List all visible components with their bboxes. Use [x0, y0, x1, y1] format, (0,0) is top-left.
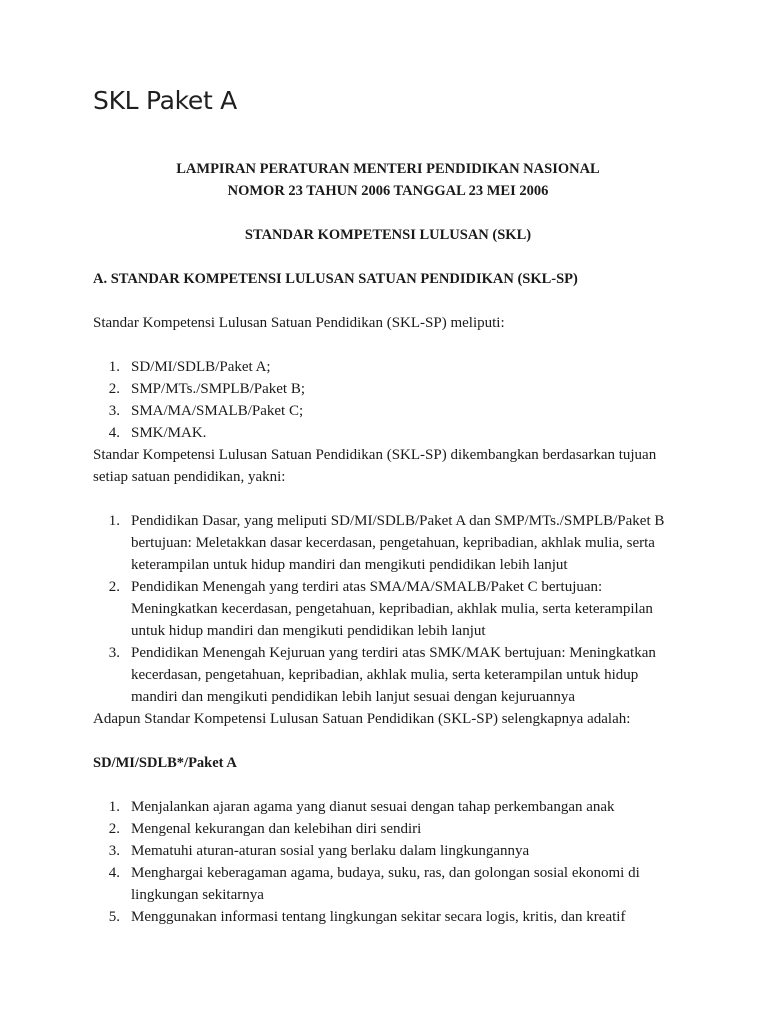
- list-item-text: SMA/MA/SMALB/Paket C;: [131, 403, 304, 419]
- document-body: [93, 158, 683, 928]
- list-item: [93, 378, 683, 400]
- regulation-header-line-1: LAMPIRAN PERATURAN MENTERI PENDIDIKAN NASIONAL: [176, 161, 600, 177]
- list-number: 5.: [108, 909, 120, 925]
- list-item-text: Pendidikan Dasar, yang meliputi SD/MI/SDLB/Paket A dan SMP/MTs./SMPLB/Paket B bertujuan: Meletakkan dasar kecerdasan, pengetahuan, kepribadian, akhlak mulia, serta keterampilan untuk hidup mandiri dan mengikuti pendidikan lebih lanjut: [131, 513, 665, 573]
- main-heading: STANDAR KOMPETENSI LULUSAN (SKL): [244, 227, 532, 243]
- list-item-text: Menghargai keberagaman agama, budaya, suku, ras, dan golongan sosial ekonomi di lingkungan sekitarnya: [131, 865, 640, 903]
- list-item-text: Mematuhi aturan-aturan sosial yang berlaku dalam lingkungannya: [131, 843, 530, 859]
- list-item: [93, 510, 683, 576]
- sd-section-heading: SD/MI/SDLB*/Paket A: [93, 755, 237, 771]
- list-item-text: SMP/MTs./SMPLB/Paket B;: [131, 381, 306, 397]
- units-list: [93, 356, 683, 444]
- list-number: 4.: [108, 865, 120, 881]
- list-number: 4.: [108, 425, 120, 441]
- list-number: 1.: [108, 799, 120, 815]
- list-item: [93, 796, 683, 818]
- regulation-header-line-2: NOMOR 23 TAHUN 2006 TANGGAL 23 MEI 2006: [227, 183, 549, 199]
- list-number: 2.: [108, 579, 120, 595]
- list-item: [93, 840, 683, 862]
- details-paragraph: Adapun Standar Kompetensi Lulusan Satuan Pendidikan (SKL-SP) selengkapnya adalah:: [93, 711, 631, 727]
- list-number: 1.: [108, 513, 120, 529]
- list-number: 3.: [108, 403, 120, 419]
- list-item-text: SD/MI/SDLB/Paket A;: [131, 359, 271, 375]
- list-number: 1.: [108, 359, 120, 375]
- section-a-heading: A. STANDAR KOMPETENSI LULUSAN SATUAN PENDIDIKAN (SKL-SP): [93, 271, 578, 287]
- list-number: 3.: [108, 843, 120, 859]
- list-number: 2.: [108, 821, 120, 837]
- list-item: [93, 642, 683, 708]
- list-item-text: Pendidikan Menengah Kejuruan yang terdiri atas SMK/MAK bertujuan: Meningkatkan kecerdasan, pengetahuan, kepribadian, akhlak mulia, serta keterampilan untuk hidup mandiri dan mengikuti pendidikan lebih lanjut sesuai dengan kejuruannya: [131, 645, 656, 705]
- list-item: [93, 576, 683, 642]
- list-item-text: Mengenal kekurangan dan kelebihan diri sendiri: [131, 821, 422, 837]
- list-item: [93, 906, 683, 928]
- list-number: 2.: [108, 381, 120, 397]
- list-item-text: Menggunakan informasi tentang lingkungan sekitar secara logis, kritis, dan kreatif: [131, 909, 626, 925]
- intro-paragraph: Standar Kompetensi Lulusan Satuan Pendidikan (SKL-SP) meliputi:: [93, 315, 505, 331]
- purpose-paragraph: Standar Kompetensi Lulusan Satuan Pendidikan (SKL-SP) dikembangkan berdasarkan tujuan setiap satuan pendidikan, yakni:: [93, 447, 657, 485]
- list-item: [93, 356, 683, 378]
- list-item: [93, 422, 683, 444]
- list-item-text: Menjalankan ajaran agama yang dianut sesuai dengan tahap perkembangan anak: [131, 799, 615, 815]
- list-number: 3.: [108, 645, 120, 661]
- list-item: [93, 862, 683, 906]
- document-title: SKL Paket A: [93, 86, 237, 115]
- list-item-text: Pendidikan Menengah yang terdiri atas SMA/MA/SMALB/Paket C bertujuan: Meningkatkan kecerdasan, pengetahuan, kepribadian, akhlak mulia, serta keterampilan untuk hidup mandiri dan mengikuti pendidikan lebih lanjut: [131, 579, 653, 639]
- sd-competency-list: [93, 796, 683, 928]
- list-item: [93, 818, 683, 840]
- purpose-list: [93, 510, 683, 708]
- list-item: [93, 400, 683, 422]
- list-item-text: SMK/MAK.: [131, 425, 207, 441]
